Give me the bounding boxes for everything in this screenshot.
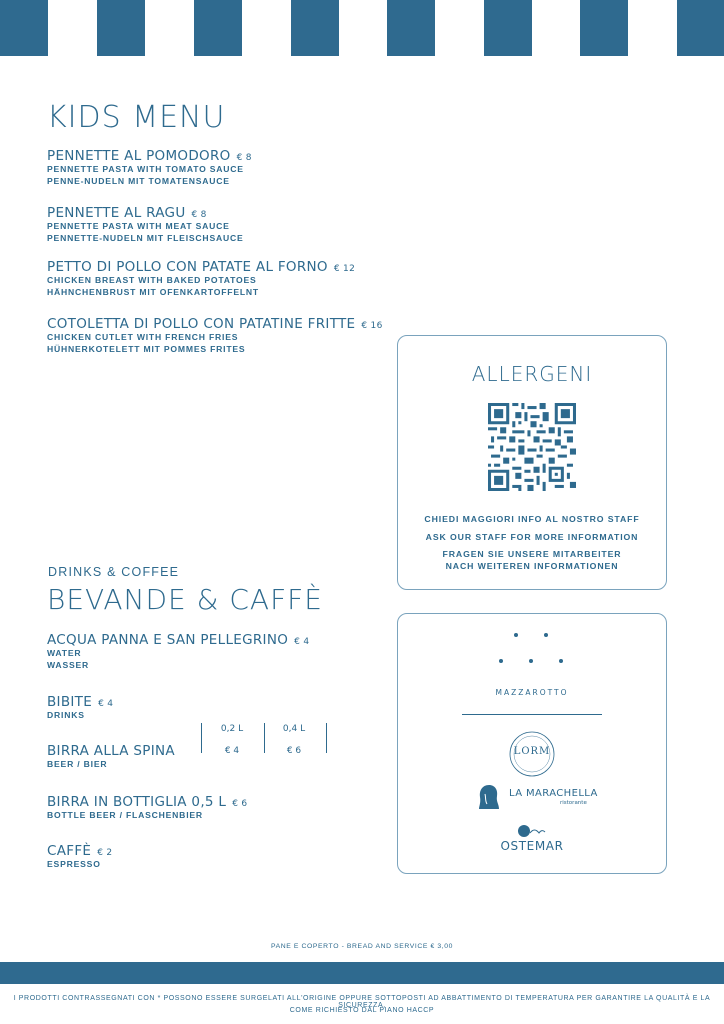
- allergen-title: ALLERGENI: [471, 362, 593, 386]
- menu-item: [47, 148, 252, 187]
- item-name: ACQUA PANNA E SAN PELLEGRINO: [47, 632, 289, 648]
- allergen-line-en: ASK OUR STAFF FOR MORE INFORMATION: [425, 532, 639, 542]
- coperto-note: PANE E COPERTO - BREAD AND SERVICE € 3,00: [271, 943, 453, 950]
- item-german: WASSER: [47, 659, 90, 670]
- qr-code-icon[interactable]: [488, 403, 576, 491]
- item-german: PENNETTE-NUDELN MIT FLEISCHSAUCE: [47, 232, 244, 243]
- divider: [326, 723, 327, 753]
- marachella-face-icon: [478, 784, 500, 810]
- allergen-line-de-1: FRAGEN SIE UNSERE MITARBEITER: [442, 549, 622, 559]
- item-name: CAFFÈ: [47, 843, 92, 859]
- stripe: [0, 0, 48, 56]
- stripe: [677, 0, 724, 56]
- beer-size-small: 0,2 L: [220, 724, 244, 734]
- drink-item: [47, 794, 247, 822]
- item-german: PENNE-NUDELN MIT TOMATENSAUCE: [47, 175, 230, 186]
- item-english: BEER / BIER: [47, 759, 108, 769]
- item-english: WATER: [47, 648, 82, 658]
- kids-menu-title: KIDS MENU: [47, 100, 226, 135]
- beer-price-small: € 4: [224, 746, 240, 756]
- haccp-note-line-1: I PRODOTTI CONTRASSEGNATI CON * POSSONO ESSERE SURGELATI ALL'ORIGINE OPPURE SOTTOPOSTI AD ABBATTIMENTO DI TEMPERATURA PER GARANTIRE LA QUALITÀ E LA SICUREZZA,: [13, 995, 711, 1009]
- haccp-note-line-2: COME RICHIESTO DAL PIANO HACCP: [289, 1007, 435, 1014]
- item-name: BIRRA IN BOTTIGLIA 0,5 L: [47, 794, 227, 810]
- allergen-line-de-2: NACH WEITEREN INFORMATIONEN: [445, 561, 619, 571]
- logo-dot: [499, 659, 503, 663]
- ostemar-wave-icon: [516, 823, 548, 839]
- stripe: [194, 0, 242, 56]
- item-name: COTOLETTA DI POLLO CON PATATINE FRITTE: [47, 316, 356, 332]
- item-name: PENNETTE AL RAGU: [47, 205, 186, 221]
- stripe: [291, 0, 339, 56]
- divider: [462, 714, 602, 715]
- menu-item: [47, 205, 244, 244]
- item-english: ESPRESSO: [47, 859, 101, 869]
- divider: [201, 723, 202, 753]
- beer-price-large: € 6: [286, 746, 302, 756]
- logo-dot: [514, 633, 518, 637]
- item-price: € 6: [232, 799, 248, 809]
- stripe: [387, 0, 435, 56]
- item-price: € 8: [236, 153, 252, 163]
- item-price: € 4: [294, 637, 310, 647]
- stripe: [580, 0, 628, 56]
- item-german: HÄHNCHENBRUST MIT OFENKARTOFFELNT: [47, 286, 259, 297]
- menu-item: [47, 316, 383, 355]
- item-english: PENNETTE PASTA WITH TOMATO SAUCE: [47, 164, 244, 174]
- allergen-box: [397, 335, 667, 590]
- item-german: HÜHNERKOTELETT MIT POMMES FRITES: [47, 343, 246, 354]
- footer-band: [0, 962, 724, 984]
- item-name: PENNETTE AL POMODORO: [47, 148, 231, 164]
- item-name: BIBITE: [47, 694, 93, 710]
- drinks-label: DRINKS & COFFEE: [48, 565, 180, 579]
- divider: [264, 723, 265, 753]
- mazzarotto-logo: MAZZAROTTO: [495, 688, 569, 697]
- drink-item: [47, 694, 113, 722]
- item-english: DRINKS: [47, 710, 85, 720]
- item-price: € 16: [361, 321, 383, 331]
- item-price: € 4: [98, 699, 114, 709]
- partners-box: [397, 613, 667, 874]
- stripe: [484, 0, 532, 56]
- item-price: € 2: [97, 848, 113, 858]
- drinks-title: BEVANDE & CAFFÈ: [47, 583, 323, 616]
- ostemar-logo: OSTEMAR: [500, 839, 564, 853]
- drink-item: [47, 632, 309, 671]
- item-english: CHICKEN CUTLET WITH FRENCH FRIES: [47, 332, 239, 342]
- logo-dot: [529, 659, 533, 663]
- item-name: PETTO DI POLLO CON PATATE AL FORNO: [47, 259, 328, 275]
- stripe: [97, 0, 145, 56]
- top-stripes: [0, 0, 724, 56]
- marachella-sub: ristorante: [560, 800, 587, 806]
- item-price: € 12: [333, 264, 356, 274]
- item-english: BOTTLE BEER / FLASCHENBIER: [47, 810, 203, 820]
- item-english: PENNETTE PASTA WITH MEAT SAUCE: [47, 221, 230, 231]
- drink-item: [47, 843, 112, 871]
- allergen-line-it: CHIEDI MAGGIORI INFO AL NOSTRO STAFF: [424, 514, 640, 524]
- logo-dot: [544, 633, 548, 637]
- item-english: CHICKEN BREAST WITH BAKED POTATOES: [47, 275, 257, 285]
- item-name: BIRRA ALLA SPINA: [47, 743, 175, 759]
- item-price: € 8: [191, 210, 207, 220]
- lorm-logo-text: LORM: [513, 746, 551, 757]
- menu-item: [47, 259, 355, 298]
- drink-item: [47, 743, 175, 771]
- marachella-logo: LA MARACHELLA: [509, 788, 598, 799]
- logo-dot: [559, 659, 563, 663]
- beer-size-large: 0,4 L: [282, 724, 306, 734]
